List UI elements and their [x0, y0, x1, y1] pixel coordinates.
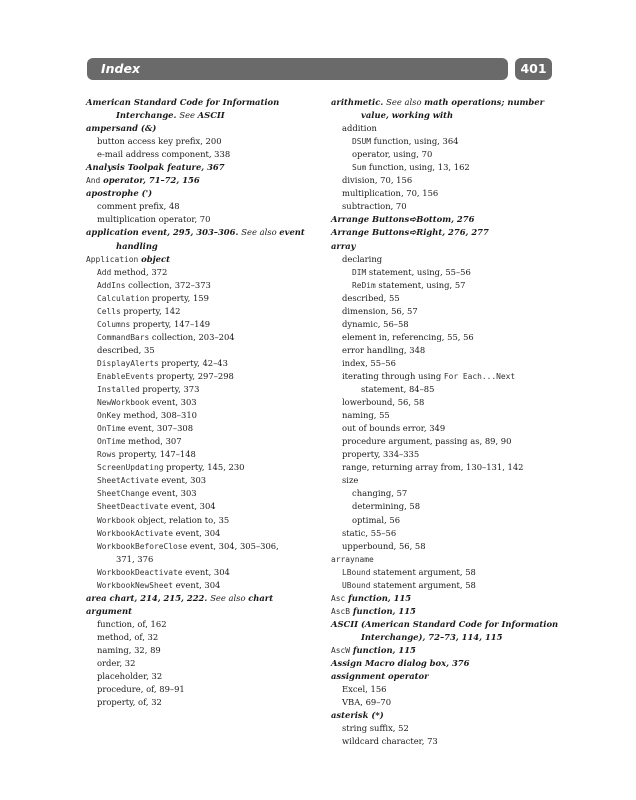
index-entry [86, 566, 336, 579]
index-entry-text: changing, 57 [352, 488, 408, 499]
index-entry-text: collection, 203–204 [149, 331, 235, 342]
index-entry-text: Columns [97, 319, 131, 329]
index-entry-text: placeholder, 32 [97, 671, 163, 682]
index-entry-text: OnTime [97, 437, 126, 447]
index-entry-text: event, 304 [182, 566, 230, 577]
index-entry [331, 709, 567, 722]
index-entry-text: dynamic, 56–58 [342, 318, 409, 329]
index-entry-text: property, 42–43 [158, 357, 228, 368]
index-entry [331, 722, 567, 735]
index-entry-text: 371, 376 [116, 553, 154, 564]
index-entry-text: declaring [342, 253, 383, 264]
index-entry-text: Installed [97, 385, 140, 395]
index-entry-text: method, 307 [125, 436, 182, 447]
index-entry [331, 409, 567, 422]
index-entry [86, 226, 336, 239]
index-entry [86, 266, 336, 279]
index-entry-text: property, 373 [139, 384, 200, 395]
index-entry [86, 213, 336, 226]
index-entry [331, 527, 567, 540]
page-number: 401 [515, 58, 552, 80]
index-entry-text: subtraction, 70 [342, 201, 407, 212]
index-entry-text: property, 159 [149, 292, 209, 303]
index-entry-text: function, of, 162 [97, 618, 167, 629]
index-entry-text: Sum [352, 163, 367, 173]
index-entry-text: dimension, 56, 57 [342, 305, 418, 316]
index-entry-text: See [179, 110, 198, 121]
index-entry [86, 527, 336, 540]
index-entry-text: statement argument, 58 [370, 566, 476, 577]
index-entry [331, 644, 567, 657]
index-entry [331, 161, 567, 174]
index-entry-text: apostrophe (') [86, 188, 153, 199]
index-entry [331, 514, 567, 527]
index-entry-text: function, 115 [350, 605, 416, 616]
index-entry-text: out of bounds error, 349 [342, 423, 446, 434]
index-entry [86, 514, 336, 527]
index-entry [86, 487, 336, 500]
index-entry-text: static, 55–56 [342, 527, 397, 538]
index-entry [331, 383, 567, 396]
index-entry-text: OnTime [97, 424, 126, 434]
index-entry-text: value, working with [361, 110, 454, 121]
index-entry [331, 174, 567, 187]
index-entry-text: AscB [331, 606, 351, 616]
index-entry-text: method, of, 32 [97, 631, 159, 642]
index-entry-text: naming, 55 [342, 410, 390, 421]
index-entry-text: operator, 71–72, 156 [100, 175, 200, 186]
index-entry-text: event, 303 [149, 488, 197, 499]
index-entry [86, 279, 336, 292]
index-entry-text: multiplication, 70, 156 [342, 188, 439, 199]
index-entry-text: ASCII [197, 110, 225, 121]
index-entry-text: range, returning array from, 130–131, 142 [342, 462, 524, 473]
index-entry [86, 122, 336, 135]
index-entry [331, 670, 567, 683]
index-entry [331, 266, 567, 279]
index-entry [86, 657, 336, 670]
index-entry-text: Workbook [97, 515, 136, 525]
index-entry [86, 631, 336, 644]
index-entry-text: DisplayAlerts [97, 358, 159, 368]
index-entry [331, 213, 567, 226]
index-entry-text: collection, 372–373 [125, 279, 211, 290]
index-entry [331, 461, 567, 474]
index-entry [331, 579, 567, 592]
index-entry-text: WorkbookBeforeClose [97, 541, 188, 551]
index-entry-text: LBound [342, 567, 371, 577]
index-entry-text: area chart, 214, 215, 222. [86, 592, 211, 603]
index-entry [331, 605, 567, 618]
index-entry-text: AddIns [97, 280, 126, 290]
index-entry-text: iterating through using [342, 370, 444, 381]
index-entry-text: NewWorkbook [97, 398, 150, 408]
index-entry-text: determining, 58 [352, 501, 421, 512]
index-entry [331, 540, 567, 553]
index-entry-text: property, 147–148 [116, 449, 196, 460]
index-entry-text: ampersand (&) [86, 123, 157, 134]
index-entry-text: arithmetic. [331, 97, 387, 107]
index-entry [86, 422, 336, 435]
index-entry [86, 292, 336, 305]
index-entry [86, 618, 336, 631]
index-entry-text: EnableEvents [97, 371, 155, 381]
index-entry [86, 344, 336, 357]
index-entry [331, 553, 567, 566]
index-entry-text: handling [116, 240, 158, 251]
index-entry [86, 605, 336, 618]
index-entry-text: event, 303 [158, 475, 207, 486]
index-entry-text: string suffix, 52 [342, 723, 409, 734]
index-entry [331, 135, 567, 148]
index-entry [86, 474, 336, 487]
index-entry [331, 305, 567, 318]
index-entry-text: Excel, 156 [342, 684, 387, 695]
index-entry-text: procedure, of, 89–91 [97, 684, 185, 695]
index-entry-text: application event, 295, 303–306. [86, 227, 242, 238]
index-entry-text: index, 55–56 [342, 357, 396, 368]
index-entry-text: DSUM [352, 137, 372, 147]
index-entry [86, 109, 336, 122]
index-entry-text: multiplication operator, 70 [97, 214, 211, 225]
index-entry [86, 553, 336, 566]
index-entry [86, 148, 336, 161]
index-entry [331, 696, 567, 709]
index-entry [331, 357, 567, 370]
index-entry [331, 631, 567, 644]
index-entry-text: ReDim [352, 280, 376, 290]
index-entry [331, 318, 567, 331]
index-column-left [86, 96, 336, 709]
index-entry [86, 318, 336, 331]
index-entry-text: Asc [331, 593, 346, 603]
index-entry-text: event, 304, 305–306, [187, 540, 279, 551]
index-entry-text: event [279, 227, 305, 238]
index-entry [86, 331, 336, 344]
index-entry-text: Arrange Buttons➪Bottom, 276 [331, 214, 475, 225]
index-entry-text: upperbound, 56, 58 [342, 540, 426, 551]
index-entry-text: property, of, 32 [97, 697, 162, 708]
index-entry-text: method, 372 [111, 266, 168, 277]
index-entry [86, 592, 336, 605]
index-entry-text: comment prefix, 48 [97, 201, 180, 212]
index-entry-text: lowerbound, 56, 58 [342, 397, 425, 408]
index-entry-text: size [342, 475, 359, 486]
index-entry-text: statement argument, 58 [370, 579, 476, 590]
index-entry [86, 135, 336, 148]
index-entry-text: addition [342, 123, 377, 134]
index-entry [331, 735, 567, 748]
index-entry-text: event, 307–308 [125, 423, 194, 434]
index-entry-text: Add [97, 267, 112, 277]
index-entry-text: ScreenUpdating [97, 463, 164, 473]
index-entry-text: Rows [97, 450, 117, 460]
index-entry-text: described, 55 [342, 292, 400, 303]
index-entry-text: procedure argument, passing as, 89, 90 [342, 436, 512, 447]
index-entry-text: WorkbookNewSheet [97, 580, 174, 590]
index-entry-text: assignment operator [331, 671, 429, 682]
index-entry [331, 96, 567, 109]
index-entry-text: math operations; number [424, 97, 545, 107]
index-entry-text: event, 304 [168, 501, 216, 512]
index-entry-text: statement, 84–85 [361, 384, 435, 395]
index-entry-text: See also [210, 592, 249, 603]
index-entry-text: chart [248, 592, 274, 603]
index-entry [331, 279, 567, 292]
index-entry [86, 305, 336, 318]
index-entry-text: order, 32 [97, 658, 136, 669]
index-entry-text: operator, using, 70 [352, 149, 433, 160]
index-entry [86, 370, 336, 383]
index-entry-text: UBound [342, 580, 371, 590]
index-entry [86, 174, 336, 187]
index-entry-text: function, 115 [345, 592, 412, 603]
header-title: Index [101, 61, 141, 76]
index-entry [86, 396, 336, 409]
index-entry-text: object, relation to, 35 [135, 514, 230, 525]
index-entry-text: SheetDeactivate [97, 502, 169, 512]
index-entry [331, 657, 567, 670]
index-entry-text: VBA, 69–70 [342, 697, 392, 708]
index-entry-text: ASCII (American Standard Code for Information [331, 618, 559, 629]
index-entry [331, 370, 567, 383]
index-entry-text: SheetChange [97, 489, 150, 499]
index-entry [331, 344, 567, 357]
index-entry-text: See also [241, 227, 280, 238]
index-entry [331, 487, 567, 500]
index-entry-text: property, 334–335 [342, 449, 420, 460]
index-entry-text: Cells [97, 306, 121, 316]
index-entry-text: Assign Macro dialog box, 376 [331, 658, 470, 669]
index-entry [331, 331, 567, 344]
index-entry-text: statement, using, 55–56 [366, 266, 471, 277]
index-entry-text: OnKey [97, 411, 121, 421]
index-entry-text: And [86, 176, 101, 186]
index-entry-text: AscW [331, 645, 351, 655]
index-entry [86, 161, 336, 174]
index-entry [331, 240, 567, 253]
index-entry [86, 670, 336, 683]
index-entry [331, 618, 567, 631]
index-entry-text: Analysis Toolpak feature, 367 [86, 162, 225, 173]
index-entry [86, 435, 336, 448]
index-entry [86, 200, 336, 213]
index-entry [86, 683, 336, 696]
index-entry-text: described, 35 [97, 344, 155, 355]
index-entry-text: wildcard character, 73 [342, 736, 438, 747]
index-entry [331, 566, 567, 579]
index-entry-text: WorkbookActivate [97, 528, 174, 538]
index-entry [331, 592, 567, 605]
index-entry-text: SheetActivate [97, 476, 159, 486]
index-entry-text: function, 115 [350, 644, 416, 655]
index-entry-text: object [138, 253, 170, 264]
index-entry [331, 226, 567, 239]
index-entry [331, 187, 567, 200]
index-entry [86, 448, 336, 461]
index-entry-text: WorkbookDeactivate [97, 567, 183, 577]
index-entry [331, 500, 567, 513]
index-entry-text: naming, 32, 89 [97, 644, 161, 655]
index-entry [331, 253, 567, 266]
index-entry-text: Interchange. [116, 110, 180, 121]
index-entry-text: asterisk (*) [331, 710, 384, 721]
index-column-right [331, 96, 567, 748]
index-entry-text: property, 297–298 [154, 370, 234, 381]
index-entry [86, 240, 336, 253]
index-entry-text: American Standard Code for Information [86, 97, 280, 107]
running-header [87, 58, 508, 80]
index-entry [86, 357, 336, 370]
index-entry [331, 396, 567, 409]
index-entry [331, 422, 567, 435]
index-entry [86, 187, 336, 200]
index-entry-text: Interchange), 72–73, 114, 115 [361, 631, 503, 642]
index-entry-text: event, 304 [173, 527, 221, 538]
index-entry-text: error handling, 348 [342, 344, 426, 355]
index-entry-text: Application [86, 254, 139, 264]
index-entry-text: function, using, 364 [371, 136, 459, 147]
index-entry [331, 474, 567, 487]
index-entry-text: property, 142 [120, 305, 181, 316]
index-entry [331, 683, 567, 696]
index-entry [86, 253, 336, 266]
index-entry-text: event, 303 [149, 397, 197, 408]
index-entry-text: property, 145, 230 [163, 462, 245, 473]
index-entry-text: For Each...Next [443, 371, 516, 381]
index-entry-text: function, using, 13, 162 [366, 162, 470, 173]
index-entry-text: DIM [352, 267, 367, 277]
index-entry-text: method, 308–310 [120, 410, 197, 421]
index-entry [86, 96, 336, 109]
index-entry-text: CommandBars [97, 332, 150, 342]
index-entry-text: property, 147–149 [130, 318, 211, 329]
index-entry-text: optimal, 56 [352, 514, 401, 525]
index-entry [86, 540, 336, 553]
index-entry [331, 122, 567, 135]
index-entry [86, 579, 336, 592]
index-entry-text: button access key prefix, 200 [97, 136, 222, 147]
index-entry-text: event, 304 [173, 579, 221, 590]
index-entry [86, 383, 336, 396]
index-entry-text: statement, using, 57 [375, 279, 466, 290]
index-entry [86, 409, 336, 422]
index-entry-text: element in, referencing, 55, 56 [342, 331, 474, 342]
index-entry [86, 696, 336, 709]
index-entry [86, 500, 336, 513]
index-entry-text: array [331, 240, 356, 251]
index-entry [331, 109, 567, 122]
index-entry-text: division, 70, 156 [342, 175, 413, 186]
index-entry-text: e-mail address component, 338 [97, 149, 231, 160]
index-entry [86, 461, 336, 474]
index-entry-text: See also [386, 97, 425, 107]
index-entry [331, 148, 567, 161]
index-entry [331, 448, 567, 461]
index-entry [331, 200, 567, 213]
index-entry [331, 435, 567, 448]
index-entry [86, 644, 336, 657]
index-entry-text: Calculation [97, 293, 150, 303]
index-entry-text: Arrange Buttons➪Right, 276, 277 [331, 227, 489, 238]
index-entry [331, 292, 567, 305]
index-entry-text: argument [86, 605, 132, 616]
index-entry-text: arrayname [331, 554, 374, 564]
